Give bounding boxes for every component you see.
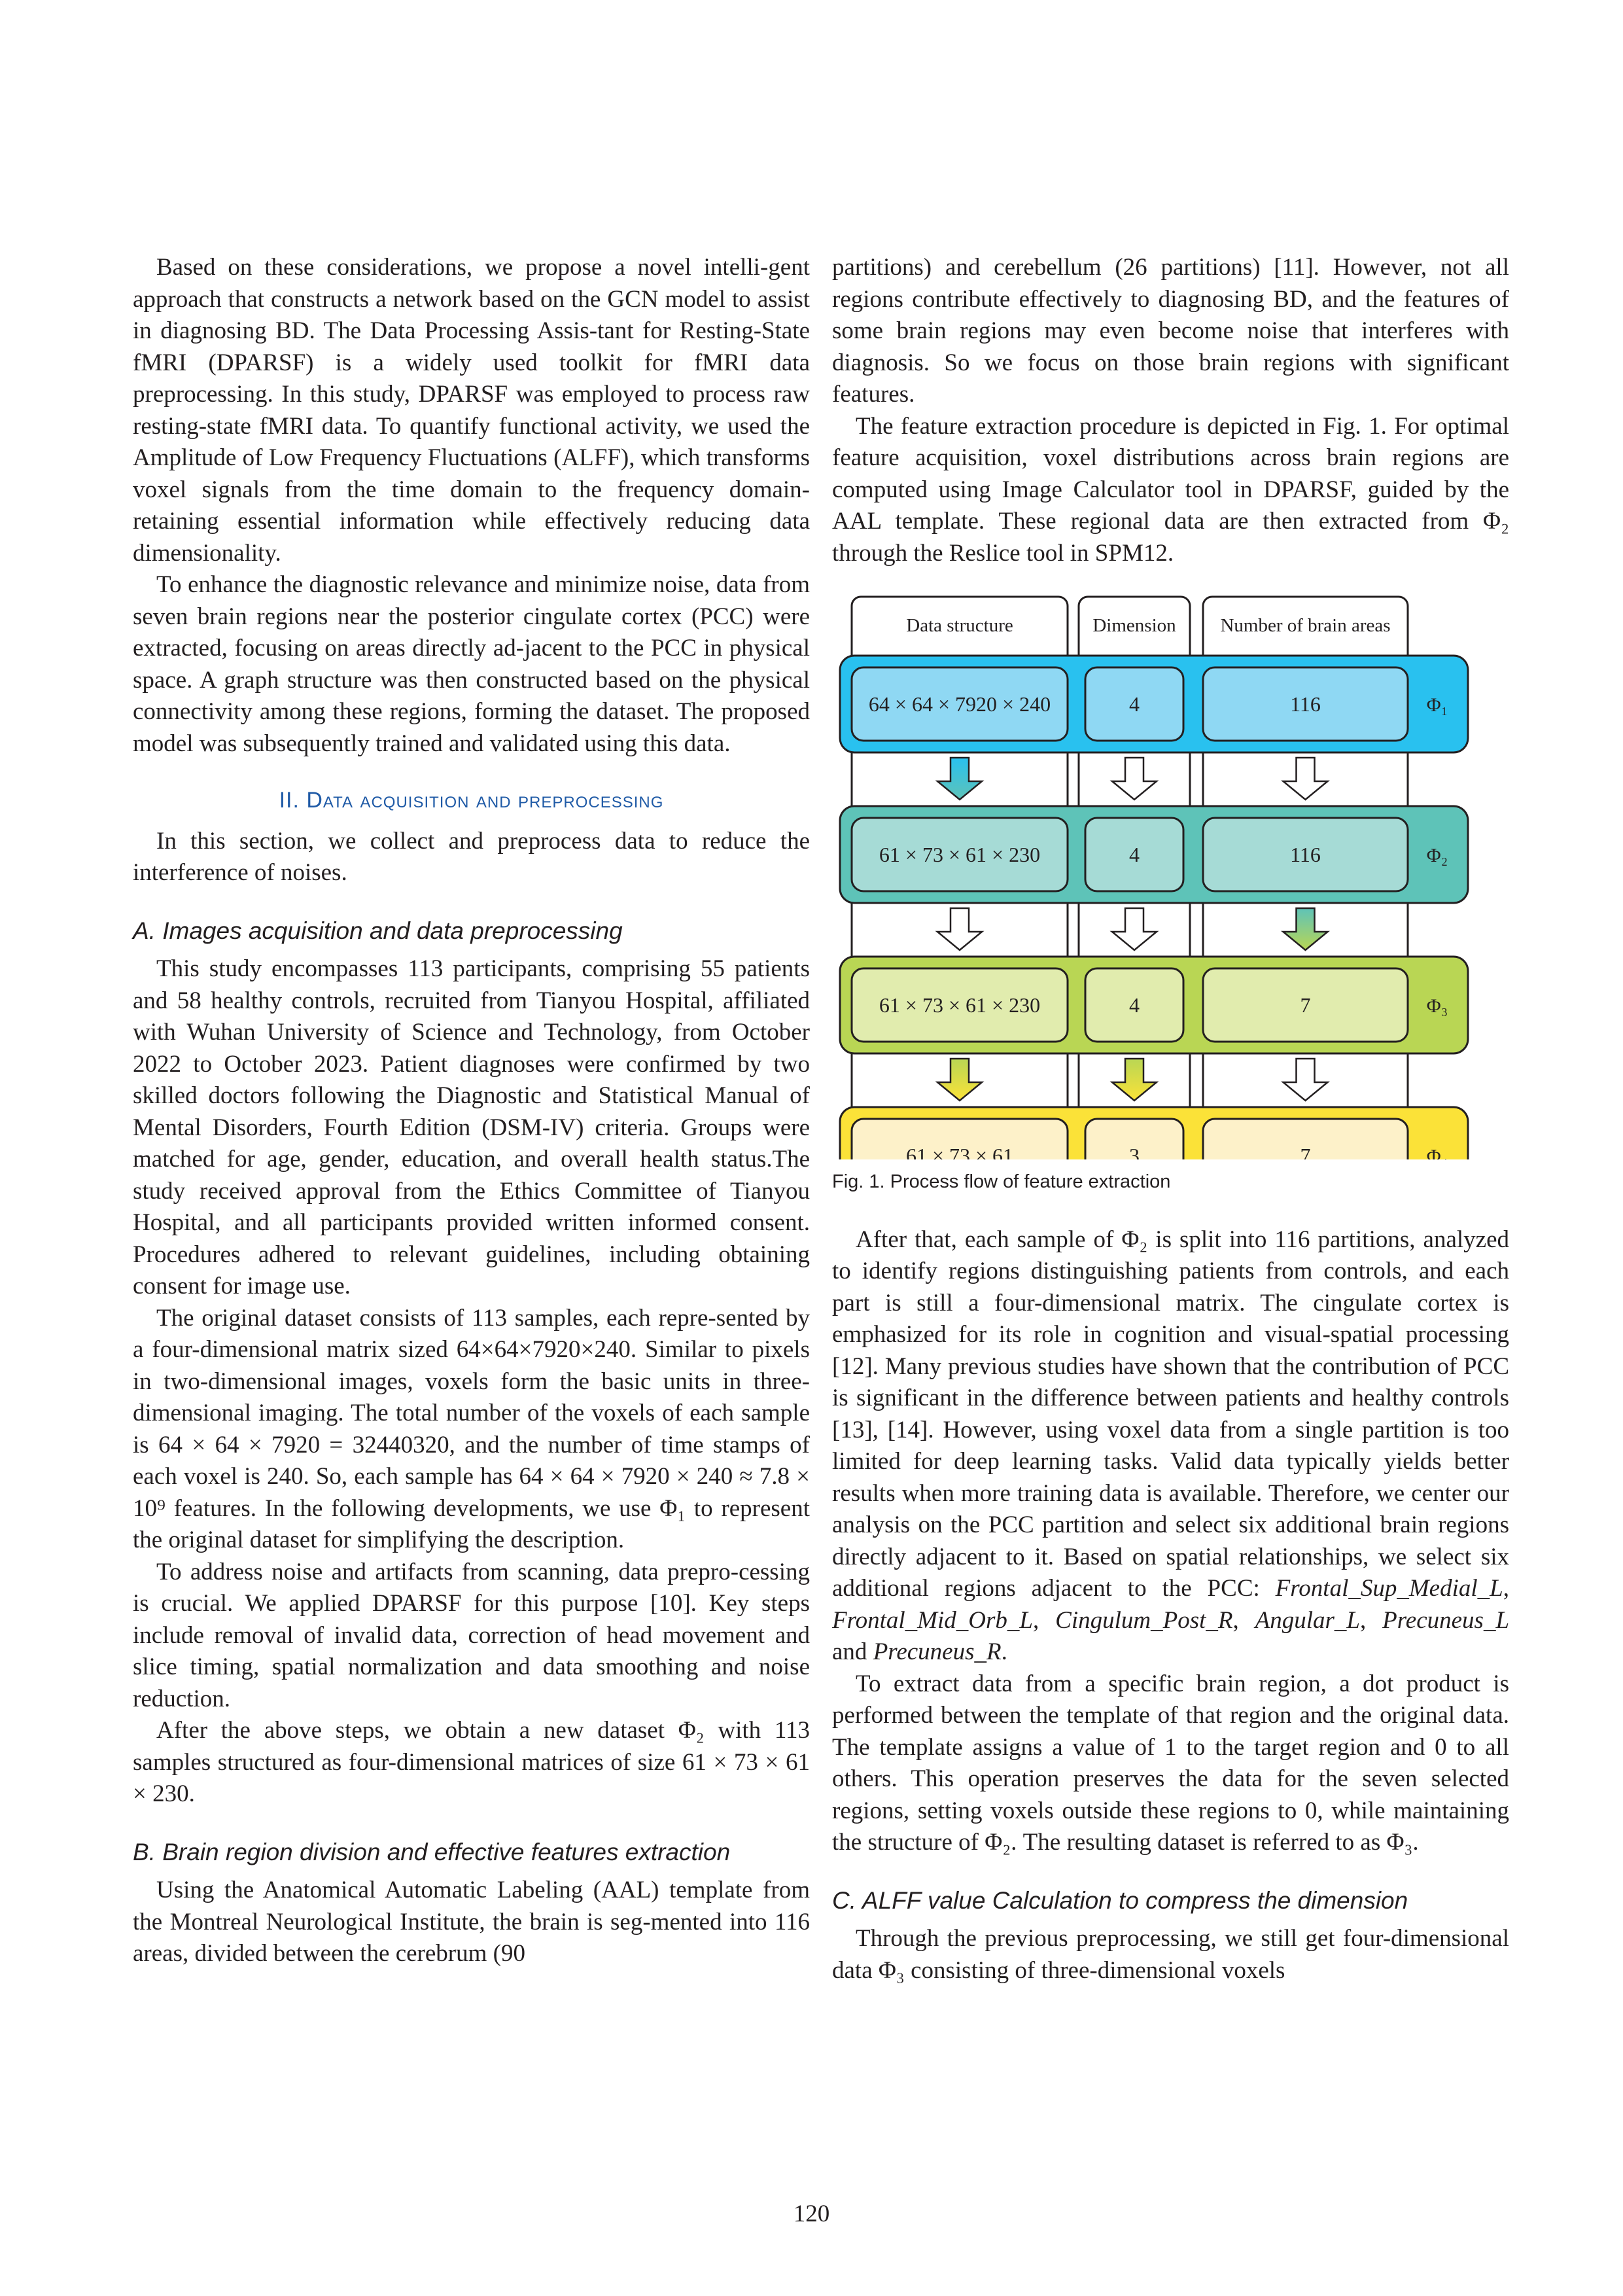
cell-value: 64 × 64 × 7920 × 240 [868, 692, 1051, 716]
process-flow-diagram [832, 590, 1509, 1159]
cell-value: 61 × 73 × 61 [905, 1144, 1014, 1159]
cell-value: 116 [1290, 692, 1321, 716]
cell-value: 3 [1129, 1144, 1140, 1159]
phase-label: Φ₃ [1426, 995, 1448, 1017]
cell-value: 61 × 73 × 61 × 230 [879, 993, 1041, 1017]
cell-value: 7 [1300, 993, 1311, 1017]
section-heading: II. Data acquisition and preprocessing [279, 788, 664, 813]
paragraph-preprocessing: To address noise and artifacts from scanning, data prepro-cessing is crucial. We applied DPARSF for this purpose [10]. Key steps include removal of invalid data, correction of head movement and slice timing, spatial normalization and data smoothing and noise reduction. [133, 1558, 810, 1712]
phase-label: Φ₁ [1426, 694, 1448, 716]
cell-value: 116 [1290, 843, 1321, 866]
column-header: Dimension [1092, 615, 1176, 636]
paragraph-phi2: After the above steps, we obtain a new dataset Φ₂ with 113 samples structured as four-dimensional matrices of size 61 × 73 × 61 × 230. [133, 1717, 810, 1807]
paragraph-procedure: The feature extraction procedure is depicted in Fig. 1. For optimal feature acquisition, voxel distributions across brain regions are computed using Image Calculator tool in DPARSF, guided by the AAL template. These regional data are then extracted from Φ₂ through the Reslice tool in SPM12. [832, 412, 1509, 567]
cell-value: 4 [1129, 993, 1140, 1017]
paragraph-partitions: partitions) and cerebellum (26 partitions) [11]. However, not all regions contribute effectively to diagnosing BD, and the features of some brain regions may even become noise that interferes with diagnosis. So we focus on those brain regions with significant features. [832, 254, 1509, 408]
region-name: Frontal_Mid_Orb_L [832, 1606, 1033, 1634]
section-intro: In this section, we collect and preprocess data to reduce the interference of noises. [133, 827, 810, 886]
region-name: Precuneus_L [1382, 1606, 1510, 1634]
column-header: Number of brain areas [1220, 615, 1391, 636]
paragraph-dot-product: To extract data from a specific brain region, a dot product is performed between the template of that region and the original data. The template assigns a value of 1 to the target region and 0 to all others. This operation preserves the data for the seven selected regions, setting voxels outside these regions to 0, while maintaining the structure of Φ₂. The resulting dataset is referred to as Φ₃. [832, 1670, 1509, 1856]
cell-value: 4 [1129, 692, 1140, 716]
figure-caption: Fig. 1. Process flow of feature extraction [832, 1171, 1171, 1192]
paragraph-dataset: The original dataset consists of 113 samples, each repre-sented by a four-dimensional matrix sized 64×64×7920×240. Similar to pixels in two-dimensional images, voxels form the basic units in three-dimensional imaging. The total number of the voxels of each sample is 64 × 64 × 7920 = 32440320, and the number of time stamps of each voxel is 240. So, each sample has 64 × 64 × 7920 × 240 ≈ 7.8 × 10⁹ features. In the following developments, we use Φ₁ to represent the original dataset for simplifying the description. [133, 1304, 810, 1553]
figure-1 [832, 590, 1509, 1159]
phase-label: Φ₂ [1426, 845, 1448, 866]
phase-label: Φ₄ [1426, 1146, 1448, 1159]
cell-value: 61 × 73 × 61 × 230 [879, 843, 1041, 866]
left-column [133, 252, 810, 1970]
subsection-b-heading: B. Brain region division and effective features extraction [133, 1838, 731, 1865]
cell-value: 7 [1300, 1144, 1311, 1159]
paragraph-participants: This study encompasses 113 participants, comprising 55 patients and 58 healthy controls, recruited from Tianyou Hospital, affiliated with Wuhan University of Science and Technology, from October 2022 to October 2023. Patient diagnoses were confirmed by two skilled doctors following the Diagnostic and Statistical Manual of Mental Disorders, Fourth Edition (DSM-IV) criteria. Groups were matched for age, gender, education, and overall health status.The study received approval from the Ethics Committee of Tianyou Hospital, and all participants provided written informed consent. Procedures adhered to relevant guidelines, including obtaining consent for image use. [133, 955, 810, 1299]
paragraph-aal: Using the Anatomical Automatic Labeling (AAL) template from the Montreal Neurological Institute, the brain is seg-mented into 116 areas, divided between the cerebrum (90 [133, 1877, 810, 1967]
region-name: Cingulum_Post_R [1055, 1606, 1233, 1634]
page-number: 120 [793, 2200, 830, 2227]
paragraph-split [832, 1224, 1509, 1669]
paragraph-pcc: To enhance the diagnostic relevance and minimize noise, data from seven brain regions near the posterior cingulate cortex (PCC) were extracted, focusing on areas directly ad-jacent to the PCC in physical space. A graph structure was then constructed based on the physical connectivity among these regions, forming the dataset. The proposed model was subsequently trained and validated using this data. [133, 571, 810, 757]
subsection-a-heading: A. Images acquisition and data preprocessing [133, 917, 623, 944]
paragraph-split-text: After that, each sample of Φ₂ is split into 116 partitions, analyzed to identify regions distinguishing patients from controls, and each part is still a four-dimensional matrix. The cingulate cortex is emphasized for its role in cognition and visual-spatial processing [12]. Many previous studies have shown that the contribution of PCC is significant in the difference between patients and healthy controls [13], [14]. However, using voxel data from a single partition is too limited for deep learning tasks. Valid data typically yields better results when more training data is available. Therefore, we center our analysis on the PCC partition and select six additional brain regions directly adjacent to it. Based on spatial relationships, we select six additional regions adjacent to the PCC: [832, 1226, 1509, 1602]
paragraph-alff: Through the previous preprocessing, we still get four-dimensional data Φ₃ consisting of three-dimensional voxels [832, 1925, 1509, 1984]
subsection-c-heading: C. ALFF value Calculation to compress the dimension [832, 1886, 1408, 1914]
region-name: Precuneus_R [873, 1638, 1002, 1665]
region-list: Frontal_Sup_Medial_L, Frontal_Mid_Orb_L, Cingulum_Post_R, Angular_L, Precuneus_L and Precuneus_R. [832, 1575, 1510, 1665]
right-column [832, 252, 1509, 1987]
cell-value: 4 [1129, 843, 1140, 866]
region-name: Frontal_Sup_Medial_L [1275, 1575, 1503, 1602]
column-header: Data structure [906, 615, 1013, 636]
region-name: Angular_L [1255, 1606, 1360, 1634]
paragraph-intro: Based on these considerations, we propose a novel intelli-gent approach that constructs a network based on the GCN model to assist in diagnosing BD. The Data Processing Assis-tant for Resting-State fMRI (DPARSF) is a widely used toolkit for fMRI data preprocessing. In this study, DPARSF was employed to process raw resting-state fMRI data. To quantify functional activity, we used the Amplitude of Low Frequency Fluctuations (ALFF), which transforms voxel signals from the time domain to the frequency domain-retaining essential information while effectively reducing data dimensionality. [133, 254, 810, 567]
